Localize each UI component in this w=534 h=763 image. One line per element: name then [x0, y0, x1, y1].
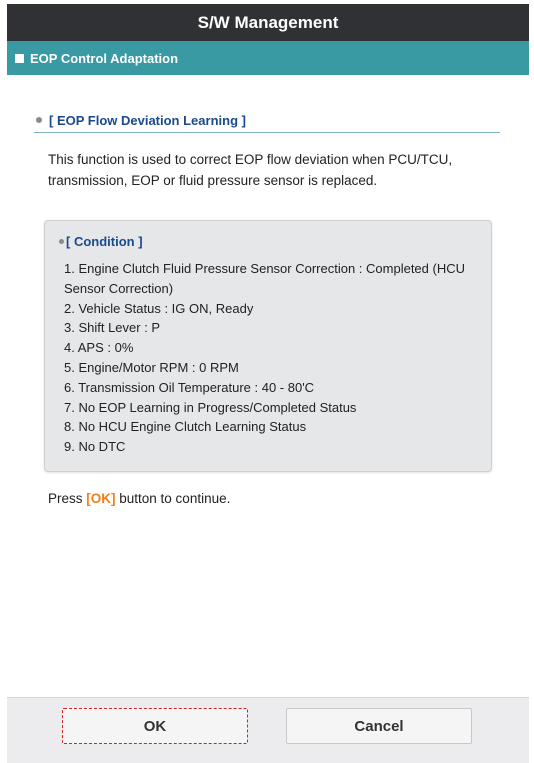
bullet-dot-icon: [36, 117, 42, 123]
condition-item: 2. Vehicle Status : IG ON, Ready: [64, 300, 254, 316]
condition-item: 9. No DTC: [64, 439, 126, 455]
function-header-label: EOP Control Adaptation: [30, 50, 179, 66]
condition-item: 7. No EOP Learning in Progress/Completed Status: [64, 399, 357, 415]
section-heading-text: [ EOP Flow Deviation Learning ]: [49, 112, 246, 128]
condition-item: 3. Shift Lever : P: [64, 320, 161, 336]
condition-item: 8. No HCU Engine Clutch Learning Status: [64, 419, 307, 435]
instruction-ok-token: [OK]: [86, 491, 116, 506]
bullet-dot-icon: [59, 239, 64, 244]
function-header: [7, 41, 529, 75]
condition-item: 6. Transmission Oil Temperature : 40 - 80'C: [64, 379, 315, 395]
section-heading: [34, 108, 500, 133]
condition-title-text: [ Condition ]: [66, 234, 143, 249]
condition-item: 1. Engine Clutch Fluid Pressure Sensor Correction : Completed (HCU Sensor Correction): [64, 261, 466, 296]
instruction-prefix: Press: [48, 491, 87, 506]
condition-list: [64, 259, 479, 457]
window-title: [7, 4, 529, 41]
cancel-button[interactable]: Cancel: [286, 708, 472, 744]
function-description: This function is used to correct EOP flow deviation when PCU/TCU, transmission, EOP or fluid pressure sensor is replaced.: [48, 152, 453, 188]
condition-title: [59, 234, 143, 249]
condition-item: 5. Engine/Motor RPM : 0 RPM: [64, 359, 239, 375]
condition-panel: [44, 220, 492, 472]
instruction-suffix: button to continue.: [115, 491, 231, 506]
window-title-text: S/W Management: [197, 12, 339, 32]
button-bar: [7, 697, 529, 763]
ok-button[interactable]: OK: [62, 708, 248, 744]
square-bullet-icon: [15, 54, 24, 63]
continue-instruction: [48, 491, 230, 506]
condition-item: 4. APS : 0%: [64, 340, 134, 356]
